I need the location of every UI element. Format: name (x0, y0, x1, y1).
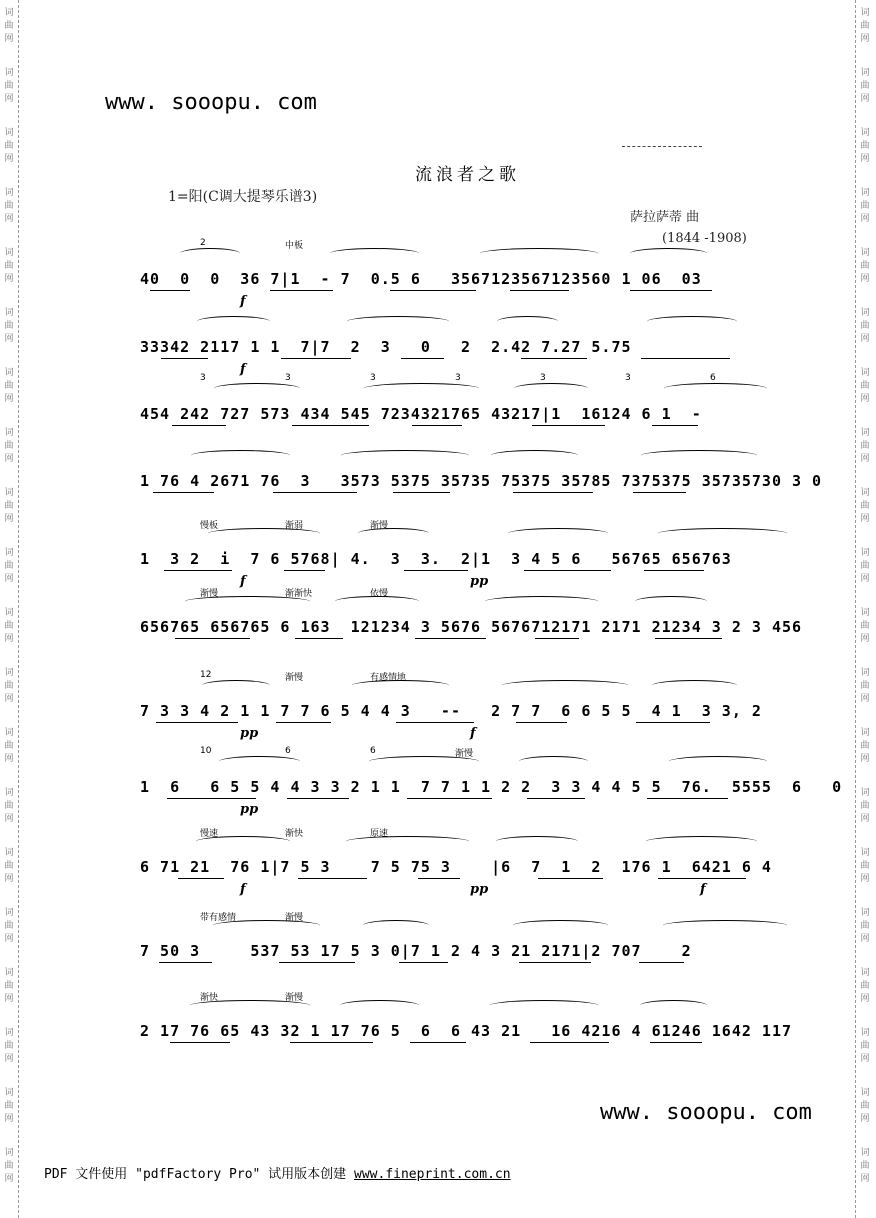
watermark-char: 网 (860, 394, 870, 404)
annotation: 3 (455, 373, 461, 383)
watermark-char: 网 (860, 754, 870, 764)
slur (363, 920, 429, 931)
watermark-char: 曲 (860, 681, 870, 691)
watermark-char: 网 (4, 694, 14, 704)
notes: 40 0 0 36 7|1 - 7 0.5 6 3567123567123560 1 06 03 (140, 270, 702, 288)
slur (197, 316, 270, 327)
watermark-char: 曲 (4, 141, 14, 151)
watermark-char: 词 (860, 788, 870, 798)
beam (401, 358, 444, 359)
watermark-char: 网 (4, 514, 14, 524)
annotation: 渐慢 (455, 749, 474, 759)
watermark-char: 网 (860, 94, 870, 104)
watermark-char: 网 (860, 574, 870, 584)
watermark-char: 曲 (860, 441, 870, 451)
watermark-char: 词 (4, 968, 14, 978)
dynamic-mark: pp (240, 726, 259, 741)
beam (164, 570, 232, 571)
watermark-char: 网 (860, 154, 870, 164)
slur (480, 248, 598, 259)
notes: 7 50 3 537 53 17 5 3 0|7 1 2 4 3 21 2171|2 707 2 (140, 942, 692, 960)
header-rule (622, 146, 702, 147)
score-line (140, 521, 760, 589)
pdf-footer (44, 1163, 511, 1182)
watermark-char: 曲 (4, 1101, 14, 1111)
notes: 454 242 727 573 434 545 7234321765 43217|1 16124 6 1 - (140, 405, 702, 423)
annotation: 渐慢 (370, 521, 389, 531)
slur (219, 756, 300, 767)
watermark-char: 词 (860, 128, 870, 138)
beam (390, 290, 476, 291)
watermark-char: 网 (4, 754, 14, 764)
watermark-char: 词 (860, 908, 870, 918)
beam (658, 878, 746, 879)
annotation: 渐慢 (285, 913, 304, 923)
beam (404, 570, 468, 571)
beam (513, 492, 593, 493)
dynamic-mark: f (240, 882, 246, 897)
annotation: 3 (285, 373, 291, 383)
beam (510, 290, 569, 291)
composer-years: (1844 -1908) (662, 231, 747, 246)
watermark-char: 词 (860, 848, 870, 858)
beam (630, 290, 712, 291)
annotation: 3 (370, 373, 376, 383)
annotation: 原速 (370, 829, 389, 839)
watermark-char: 词 (860, 8, 870, 18)
beam (527, 798, 585, 799)
score-title: 流浪者之歌 (415, 165, 520, 185)
beam (641, 358, 730, 359)
slur (508, 528, 608, 539)
annotation: 12 (200, 670, 212, 680)
beam (412, 425, 462, 426)
watermark-char: 网 (4, 394, 14, 404)
slur (647, 316, 737, 327)
beam (418, 878, 460, 879)
annotation: 3 (540, 373, 546, 383)
watermark-char: 曲 (860, 261, 870, 271)
beam (159, 962, 212, 963)
watermark-char: 词 (860, 188, 870, 198)
slur (658, 528, 787, 539)
watermark-char: 网 (860, 1174, 870, 1184)
dynamic-mark: f (700, 882, 706, 897)
watermark-char: 词 (860, 1028, 870, 1038)
beam (535, 638, 579, 639)
annotation: 3 (200, 373, 206, 383)
beam (639, 962, 684, 963)
watermark-char: 曲 (860, 921, 870, 931)
watermark-char: 词 (4, 608, 14, 618)
watermark-char: 曲 (4, 21, 14, 31)
beam (167, 798, 256, 799)
slur (358, 528, 429, 539)
watermark-char: 网 (860, 1114, 870, 1124)
key-signature: 1=阳(C调大提琴乐谱3) (168, 189, 318, 205)
beam (538, 878, 603, 879)
score-line (140, 670, 762, 741)
slur (180, 248, 240, 259)
annotation: 带有感情 (200, 913, 237, 923)
annotation: 渐快 (200, 993, 219, 1003)
watermark-char: 网 (860, 874, 870, 884)
notes: 656765 656765 6 163 121234 3 5676 5676712171 2171 21234 3 2 3 456 (140, 618, 803, 636)
beam (415, 638, 486, 639)
watermark-char: 曲 (4, 921, 14, 931)
beam (410, 1042, 466, 1043)
watermark-char: 网 (4, 1174, 14, 1184)
annotation: 渐渐快 (285, 589, 313, 599)
beam (393, 492, 450, 493)
beam (276, 722, 331, 723)
watermark-char: 网 (4, 994, 14, 1004)
watermark-char: 曲 (4, 1041, 14, 1051)
watermark-char: 曲 (860, 21, 870, 31)
beam (281, 358, 351, 359)
watermark-char: 网 (4, 334, 14, 344)
watermark-char: 词 (4, 668, 14, 678)
composer: 萨拉萨蒂 曲 (630, 210, 700, 225)
watermark-char: 词 (4, 1148, 14, 1158)
site-url-top[interactable]: www. sooopu. com (105, 90, 317, 115)
dynamic-mark: f (240, 574, 246, 589)
slur (330, 248, 419, 259)
watermark-char: 曲 (860, 81, 870, 91)
annotation: 中板 (285, 241, 304, 251)
watermark-char: 词 (860, 728, 870, 738)
slur (669, 756, 767, 767)
annotation: 依慢 (370, 589, 389, 599)
watermark-char: 曲 (860, 561, 870, 571)
watermark-char: 网 (860, 214, 870, 224)
beam (156, 722, 238, 723)
notes: 1 6 6 5 5 4 4 3 3 2 1 1 7 7 1 1 2 2 3 3 4 4 5 5 76. 5555 6 0 (140, 778, 843, 796)
watermark-char: 曲 (4, 981, 14, 991)
watermark-char: 网 (4, 1114, 14, 1124)
slur (208, 528, 320, 539)
watermark-char: 曲 (860, 501, 870, 511)
watermark-char: 词 (860, 1148, 870, 1158)
beam (178, 878, 224, 879)
watermark-char: 网 (4, 94, 14, 104)
dynamic-mark: f (240, 294, 246, 309)
watermark-char: 词 (4, 248, 14, 258)
watermark-char: 网 (4, 154, 14, 164)
watermark-char: 词 (4, 488, 14, 498)
watermark-char: 曲 (4, 801, 14, 811)
slur (202, 680, 270, 691)
beam (644, 570, 704, 571)
beam (292, 425, 369, 426)
left-watermark-strip (0, 0, 19, 1218)
slur (513, 920, 608, 931)
watermark-char: 词 (4, 188, 14, 198)
watermark-char: 词 (860, 428, 870, 438)
beam (298, 878, 367, 879)
watermark-char: 网 (860, 34, 870, 44)
score-line (140, 829, 772, 897)
watermark-char: 词 (860, 248, 870, 258)
watermark-char: 网 (4, 874, 14, 884)
beam (516, 722, 567, 723)
annotation: 慢速 (200, 829, 219, 839)
watermark-char: 词 (860, 368, 870, 378)
watermark-char: 词 (860, 968, 870, 978)
slur (346, 836, 469, 847)
beam (652, 425, 698, 426)
slur (491, 450, 578, 461)
beam (161, 358, 208, 359)
beam (287, 798, 349, 799)
beam (399, 962, 448, 963)
beam (521, 358, 587, 359)
beam (633, 492, 686, 493)
watermark-char: 网 (860, 634, 870, 644)
dynamic-mark: pp (470, 574, 489, 589)
slur (496, 836, 578, 847)
beam (290, 1042, 373, 1043)
slur (641, 450, 757, 461)
slur (191, 450, 290, 461)
notes: 1 3 2 i 7 6 5768| 4. 3 3. 2|1 3 4 5 6 56765 656763 (140, 550, 732, 568)
watermark-char: 词 (4, 908, 14, 918)
beam (519, 962, 591, 963)
notes: 1 76 4 2671 76 3 3573 5375 35735 75375 35785 7375375 35735730 3 0 (140, 472, 823, 490)
slur (664, 383, 767, 394)
slur (497, 316, 558, 327)
score-line (140, 746, 843, 817)
notes: 33342 2117 1 1 7|7 2 3 0 2 2.42 7.27 5.75 (140, 338, 632, 356)
watermark-char: 网 (4, 934, 14, 944)
watermark-char: 曲 (4, 861, 14, 871)
notes: 7 3 3 4 2 1 1 7 7 6 5 4 4 3 -- 2 7 7 6 6 5 5 4 1 3 3, 2 (140, 702, 762, 720)
watermark-char: 词 (4, 848, 14, 858)
score-line (140, 460, 823, 490)
beam (407, 798, 492, 799)
beam (279, 962, 355, 963)
watermark-char: 网 (860, 814, 870, 824)
watermark-char: 词 (860, 488, 870, 498)
beam (270, 290, 333, 291)
notes: 6 71 21 76 1|7 5 3 7 5 75 3 |6 7 1 2 176 1 6421 6 4 (140, 858, 772, 876)
annotation: 渐慢 (200, 589, 219, 599)
slur (635, 596, 707, 607)
beam (396, 722, 474, 723)
beam (530, 1042, 609, 1043)
watermark-char: 词 (860, 548, 870, 558)
dynamic-mark: pp (470, 882, 489, 897)
annotation: 6 (710, 373, 716, 383)
annotation: 有感情地 (370, 673, 407, 683)
annotation: 慢板 (200, 521, 219, 531)
watermark-char: 曲 (4, 741, 14, 751)
watermark-char: 曲 (4, 261, 14, 271)
watermark-char: 曲 (4, 681, 14, 691)
watermark-char: 曲 (4, 621, 14, 631)
annotation: 6 (285, 746, 291, 756)
slur (519, 756, 588, 767)
watermark-char: 曲 (860, 801, 870, 811)
annotation: 2 (200, 238, 206, 248)
watermark-char: 网 (4, 814, 14, 824)
slur (663, 920, 787, 931)
watermark-char: 词 (860, 308, 870, 318)
watermark-char: 词 (4, 728, 14, 738)
watermark-char: 词 (4, 1028, 14, 1038)
watermark-char: 曲 (4, 321, 14, 331)
watermark-char: 词 (4, 1088, 14, 1098)
watermark-char: 词 (4, 428, 14, 438)
watermark-char: 曲 (4, 381, 14, 391)
annotation: 3 (625, 373, 631, 383)
watermark-char: 曲 (860, 621, 870, 631)
watermark-char: 网 (860, 454, 870, 464)
beam (172, 425, 226, 426)
score-line (140, 373, 760, 423)
beam (284, 570, 325, 571)
watermark-char: 词 (860, 668, 870, 678)
slur (640, 1000, 707, 1011)
watermark-char: 网 (860, 274, 870, 284)
dynamic-mark: f (470, 726, 476, 741)
watermark-char: 词 (4, 68, 14, 78)
watermark-char: 网 (860, 514, 870, 524)
annotation: 渐慢 (285, 993, 304, 1003)
slur (364, 383, 479, 394)
watermark-char: 网 (860, 694, 870, 704)
beam (655, 638, 722, 639)
slur (502, 680, 628, 691)
watermark-char: 网 (4, 274, 14, 284)
beam (273, 492, 357, 493)
score-line (140, 913, 760, 960)
watermark-char: 曲 (860, 981, 870, 991)
watermark-char: 曲 (4, 1161, 14, 1171)
dynamic-mark: pp (240, 802, 259, 817)
watermark-char: 网 (4, 574, 14, 584)
beam (524, 570, 611, 571)
slur (340, 1000, 419, 1011)
dynamic-mark: f (240, 362, 246, 377)
watermark-char: 网 (860, 994, 870, 1004)
beam (647, 798, 728, 799)
annotation: 渐弱 (285, 521, 304, 531)
watermark-char: 网 (860, 934, 870, 944)
site-url-bottom[interactable]: www. sooopu. com (600, 1100, 812, 1125)
slur (514, 383, 588, 394)
watermark-char: 词 (4, 308, 14, 318)
beam (150, 290, 190, 291)
watermark-char: 曲 (4, 441, 14, 451)
watermark-char: 曲 (860, 861, 870, 871)
slur (490, 1000, 598, 1011)
watermark-char: 网 (4, 454, 14, 464)
slur (347, 316, 449, 327)
annotation: 渐快 (285, 829, 304, 839)
slur (214, 383, 300, 394)
watermark-char: 曲 (860, 741, 870, 751)
watermark-char: 词 (4, 548, 14, 558)
annotation: 10 (200, 746, 212, 756)
watermark-char: 网 (860, 1054, 870, 1064)
slur (652, 680, 737, 691)
watermark-char: 词 (860, 608, 870, 618)
annotation: 渐慢 (285, 673, 304, 683)
watermark-char: 网 (4, 34, 14, 44)
watermark-char: 词 (4, 128, 14, 138)
watermark-char: 曲 (4, 501, 14, 511)
watermark-char: 词 (860, 1088, 870, 1098)
watermark-char: 曲 (860, 1161, 870, 1171)
slur (341, 450, 469, 461)
watermark-char: 曲 (860, 321, 870, 331)
beam (650, 1042, 702, 1043)
score-line (140, 589, 803, 636)
watermark-char: 词 (4, 8, 14, 18)
pdf-link[interactable]: www.fineprint.com.cn (354, 1167, 511, 1182)
watermark-char: 曲 (860, 201, 870, 211)
watermark-char: 曲 (4, 201, 14, 211)
beam (170, 1042, 230, 1043)
pdf-note: PDF 文件使用 "pdfFactory Pro" 试用版本创建 (44, 1167, 347, 1182)
watermark-char: 网 (4, 634, 14, 644)
score-line (140, 326, 760, 377)
watermark-char: 曲 (860, 1101, 870, 1111)
watermark-char: 词 (4, 788, 14, 798)
beam (153, 492, 214, 493)
slur (646, 836, 757, 847)
right-watermark-strip (855, 0, 876, 1218)
score-line (140, 993, 792, 1040)
watermark-char: 词 (4, 368, 14, 378)
watermark-char: 网 (4, 214, 14, 224)
watermark-char: 曲 (4, 561, 14, 571)
watermark-char: 曲 (860, 141, 870, 151)
beam (636, 722, 710, 723)
watermark-char: 曲 (860, 1041, 870, 1051)
watermark-char: 曲 (4, 81, 14, 91)
watermark-char: 网 (860, 334, 870, 344)
beam (295, 638, 343, 639)
watermark-char: 曲 (860, 381, 870, 391)
beam (175, 638, 250, 639)
slur (630, 248, 707, 259)
beam (532, 425, 605, 426)
watermark-char: 网 (4, 1054, 14, 1064)
notes: 2 17 76 65 43 32 1 17 76 5 6 6 43 21 16 4216 4 61246 1642 117 (140, 1022, 792, 1040)
annotation: 6 (370, 746, 376, 756)
slur (485, 596, 598, 607)
watermark-char: 词 (860, 68, 870, 78)
